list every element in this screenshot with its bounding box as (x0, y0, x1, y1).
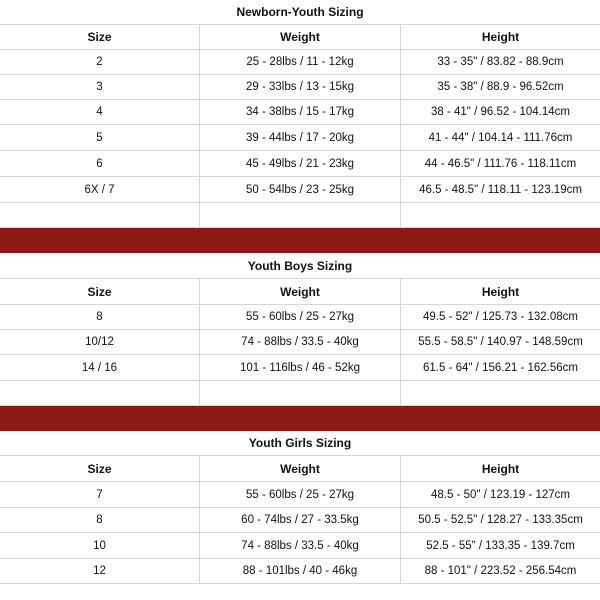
height-cell: 35 - 38" / 88.9 - 96.52cm (437, 81, 564, 93)
size-cell: 8 (0, 305, 200, 329)
weight-cell: 74 - 88lbs / 33.5 - 40kg (200, 533, 401, 558)
section-title-youth-boys: Youth Boys Sizing (0, 253, 600, 279)
size-cell: 5 (0, 125, 200, 150)
table-row (0, 533, 600, 559)
height-cell: 44 - 46.5" / 111.76 - 118.11cm (424, 157, 577, 170)
column-header-size: Size (0, 279, 200, 304)
weight-cell: 29 - 33lbs / 13 - 15kg (200, 75, 401, 99)
table-row (0, 151, 600, 177)
empty-row (0, 203, 600, 228)
column-header-height: Height (481, 30, 520, 44)
height-cell: 52.5 - 55" / 133.35 - 139.7cm (426, 539, 575, 552)
size-cell: 12 (0, 559, 200, 583)
column-header-weight: Weight (200, 456, 401, 481)
weight-cell: 25 - 28lbs / 11 - 12kg (200, 50, 401, 74)
table-row (0, 100, 600, 125)
table-header-row (0, 456, 600, 482)
section-divider-bar (0, 406, 600, 431)
section-title-youth-girls: Youth Girls Sizing (0, 431, 600, 456)
height-cell: 49.5 - 52" / 125.73 - 132.08cm (423, 311, 578, 323)
empty-cell (200, 381, 401, 405)
empty-row (0, 381, 600, 406)
column-header-size: Size (0, 25, 200, 49)
empty-cell (401, 203, 600, 227)
size-cell: 10 (0, 533, 200, 558)
weight-cell: 60 - 74lbs / 27 - 33.5kg (200, 508, 401, 532)
size-cell: 10/12 (0, 330, 200, 354)
table-row (0, 508, 600, 533)
column-header-weight: Weight (200, 25, 401, 49)
table-row (0, 125, 600, 151)
table-row (0, 559, 600, 584)
table-header-row (0, 25, 600, 50)
weight-cell: 45 - 49lbs / 21 - 23kg (200, 151, 401, 176)
weight-cell: 34 - 38lbs / 15 - 17kg (200, 100, 401, 124)
empty-cell (0, 203, 200, 227)
column-header-size: Size (0, 456, 200, 481)
table-row (0, 50, 600, 75)
weight-cell: 39 - 44lbs / 17 - 20kg (200, 125, 401, 150)
size-cell: 6 (0, 151, 200, 176)
size-cell: 8 (0, 508, 200, 532)
size-cell: 3 (0, 75, 200, 99)
weight-cell: 50 - 54lbs / 23 - 25kg (200, 177, 401, 202)
empty-cell (0, 381, 200, 405)
height-cell: 38 - 41" / 96.52 - 104.14cm (431, 106, 570, 118)
weight-cell: 74 - 88lbs / 33.5 - 40kg (200, 330, 401, 354)
table-row (0, 305, 600, 330)
size-cell: 7 (0, 482, 200, 507)
height-cell: 50.5 - 52.5" / 128.27 - 133.35cm (418, 514, 583, 526)
section-title-newborn-youth: Newborn-Youth Sizing (0, 0, 600, 25)
size-cell: 4 (0, 100, 200, 124)
table-row (0, 75, 600, 100)
table-row (0, 330, 600, 355)
height-cell: 55.5 - 58.5" / 140.97 - 148.59cm (418, 336, 583, 348)
height-cell: 33 - 35" / 83.82 - 88.9cm (437, 56, 564, 68)
height-cell: 88 - 101" / 223.52 - 256.54cm (424, 565, 577, 577)
size-cell: 14 / 16 (0, 355, 200, 380)
height-cell: 41 - 44" / 104.14 - 111.76cm (428, 131, 573, 144)
column-header-height: Height (481, 284, 520, 299)
section-divider-bar (0, 228, 600, 253)
empty-cell (200, 203, 401, 227)
table-row (0, 177, 600, 203)
height-cell: 61.5 - 64" / 156.21 - 162.56cm (423, 361, 578, 374)
weight-cell: 88 - 101lbs / 40 - 46kg (200, 559, 401, 583)
weight-cell: 55 - 60lbs / 25 - 27kg (200, 305, 401, 329)
size-cell: 6X / 7 (0, 177, 200, 202)
table-row (0, 355, 600, 381)
weight-cell: 55 - 60lbs / 25 - 27kg (200, 482, 401, 507)
column-header-weight: Weight (200, 279, 401, 304)
height-cell: 46.5 - 48.5" / 118.11 - 123.19cm (419, 183, 582, 196)
table-header-row (0, 279, 600, 305)
size-cell: 2 (0, 50, 200, 74)
table-row (0, 482, 600, 508)
height-cell: 48.5 - 50" / 123.19 - 127cm (431, 488, 570, 501)
empty-cell (401, 381, 600, 405)
column-header-height: Height (481, 461, 520, 476)
weight-cell: 101 - 116lbs / 46 - 52kg (200, 355, 401, 380)
